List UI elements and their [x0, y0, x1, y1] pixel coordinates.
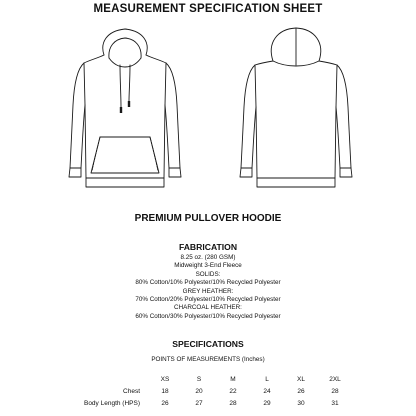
size-header: 2XL [329, 375, 341, 383]
table-row [58, 397, 352, 409]
hoodie-front-icon [62, 25, 188, 195]
measurement-cell: 24 [263, 387, 271, 395]
row-label: Body Length (HPS) [83, 399, 140, 407]
specifications-heading: SPECIFICATIONS [172, 339, 244, 349]
measurement-cell: 26 [161, 399, 169, 407]
size-header: S [196, 375, 202, 383]
size-header: L [265, 375, 269, 383]
size-header-row [58, 373, 352, 385]
fabrication-line: 70% Cotton/20% Polyester/10% Recycled Polyester [135, 296, 281, 304]
measurement-cell: 28 [331, 387, 339, 395]
fabrication-details [0, 254, 416, 321]
measurements-subheading: POINTS OF MEASUREMENTS (Inches) [151, 356, 265, 363]
fabrication-line: GREY HEATHER: [182, 287, 234, 295]
measurement-cell: 18 [161, 387, 169, 395]
table-row [58, 385, 352, 397]
row-label: Chest [123, 387, 140, 395]
measurement-cell: 27 [195, 399, 203, 407]
measurement-cell: 29 [263, 399, 271, 407]
product-name: PREMIUM PULLOVER HOODIE [134, 213, 282, 224]
sheet-title: MEASUREMENT SPECIFICATION SHEET [93, 3, 323, 15]
fabrication-line: SOLIDS: [195, 270, 221, 278]
hoodie-back-icon [233, 25, 359, 195]
fabrication-line: 8.25 oz. (280 GSM) [180, 254, 236, 261]
fabrication-line: Midweight 3-End Fleece [174, 262, 242, 270]
size-header: XL [297, 375, 305, 383]
size-header: M [230, 375, 236, 383]
size-header: XS [160, 375, 170, 383]
measurement-cell: 20 [195, 387, 203, 395]
fabrication-line: 80% Cotton/10% Polyester/10% Recycled Polyester [135, 279, 281, 287]
fabrication-line: 60% Cotton/30% Polyester/10% Recycled Polyester [135, 312, 281, 320]
measurement-cell: 22 [229, 387, 237, 395]
measurement-cell: 31 [331, 399, 339, 407]
measurement-cell: 28 [229, 399, 237, 407]
empty-cell [58, 373, 148, 385]
measurement-cell: 30 [297, 399, 305, 407]
fabrication-heading: FABRICATION [178, 242, 238, 252]
fabrication-line: CHARCOAL HEATHER: [174, 304, 242, 312]
measurements-table [58, 373, 352, 409]
measurement-cell: 26 [297, 387, 305, 395]
